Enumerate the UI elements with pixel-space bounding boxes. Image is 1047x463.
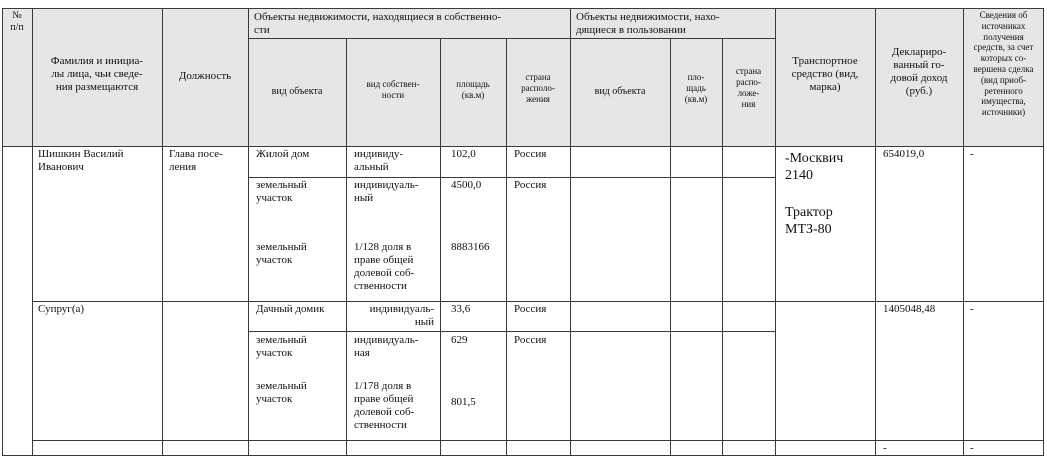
row1-owned-1-country: Россия: [514, 148, 547, 160]
row2-owned-1-type: Дачный домик: [256, 303, 325, 315]
row1-owned-2-country: Россия: [514, 179, 547, 191]
row3-source: -: [970, 442, 974, 454]
row2-source: -: [970, 303, 974, 315]
row2-owned-1-area: 33,6: [451, 303, 471, 315]
row1-owned-2-ownership: индивидуаль- ный: [354, 179, 419, 204]
row2-owned-3-ownership: 1/178 доля в праве общей долевой соб- ственности: [354, 380, 415, 431]
header-owned-ownership-type: вид собствен- ности: [366, 79, 420, 100]
header-owned-property: Объекты недвижимости, находящиеся в собственно- сти: [254, 11, 502, 36]
row1-transport-tractor: Трактор МТЗ-80: [785, 205, 833, 237]
row1-owned-1-area: 102,0: [451, 148, 476, 160]
row1-owned-1-ownership: индивиду- альный: [354, 148, 404, 173]
row1-owned-2-type: земельный участок: [256, 179, 307, 204]
row1-position: Глава посе- ления: [169, 148, 223, 173]
row1-owned-3-area: 8883166: [451, 241, 490, 253]
row2-full-name: Супруг(а): [38, 303, 85, 315]
row1-owned-2-area: 4500,0: [451, 179, 482, 191]
header-used-country: страна распо- ложе- ния: [735, 66, 762, 109]
row1-owned-1-type: Жилой дом: [256, 148, 310, 160]
row2-owned-2-type: земельный участок: [256, 334, 307, 359]
row1-source: -: [970, 148, 974, 160]
header-funding-sources: Сведения об источниках получения средств, за счет которых со- вершена сделка (вид приоб- ретенного имущества, источники): [973, 10, 1034, 118]
row1-owned-3-ownership: 1/128 доля в праве общей долевой соб- ственности: [354, 241, 415, 292]
header-owned-object-type: вид объекта: [271, 86, 323, 97]
row2-owned-2-country: Россия: [514, 334, 547, 346]
header-used-object-type: вид объекта: [594, 86, 646, 97]
header-transport: Транспортное средство (вид, марка): [791, 55, 859, 93]
row1-income: 654019,0: [883, 148, 925, 160]
header-used-area: пло- щадь (кв.м): [684, 72, 708, 104]
row2-owned-1-country: Россия: [514, 303, 547, 315]
row1-full-name: Шишкин Василий Иванович: [38, 148, 124, 173]
header-declared-income: Деклариро- ванный го- довой доход (руб.): [890, 46, 948, 97]
header-position: Должность: [178, 70, 232, 82]
row3-income: -: [883, 442, 887, 454]
row2-owned-1-ownership: индивидуаль- ный: [369, 303, 434, 328]
row2-income: 1405048,48: [883, 303, 936, 315]
header-owned-area: площадь (кв.м): [456, 79, 490, 100]
row2-owned-2-area: 629: [451, 334, 468, 346]
row1-owned-3-type: земельный участок: [256, 241, 307, 266]
row1-transport-car: -Москвич 2140: [785, 151, 844, 183]
header-owned-country: страна располо- жения: [521, 72, 555, 104]
row2-owned-3-area: 801,5: [451, 396, 476, 408]
header-used-property: Объекты недвижимости, нахо- дящиеся в пользовании: [576, 11, 720, 36]
header-full-name: Фамилия и инициа- лы лица, чьи сведе- ния размещаются: [50, 55, 144, 93]
header-number: № п/п: [10, 10, 24, 33]
row2-owned-2-ownership: индивидуаль- ная: [354, 334, 419, 359]
row2-owned-3-type: земельный участок: [256, 380, 307, 405]
